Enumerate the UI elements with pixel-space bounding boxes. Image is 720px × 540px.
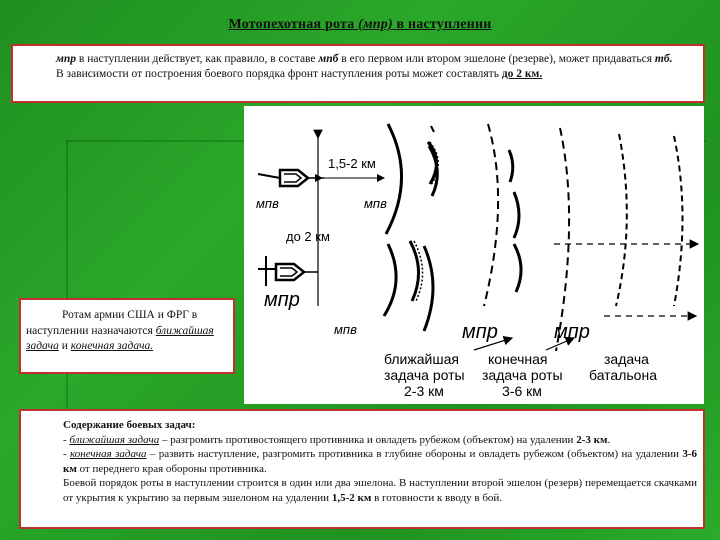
- intro-text: в наступлении действует, как правило, в составе: [76, 53, 319, 65]
- page-title: [0, 17, 720, 33]
- intro-box: [11, 44, 705, 103]
- line-battalion-task: [616, 134, 627, 306]
- task-text: – разгромить противостоящего противника и овладеть рубежом (объектом) на удалении: [159, 433, 577, 446]
- task-2-distance: 3-6 км: [63, 448, 698, 475]
- line-nearest-task: [484, 124, 498, 306]
- task-1-distance: 2-3 км: [576, 433, 608, 446]
- task-text: -: [63, 433, 70, 446]
- line-final-task: [556, 128, 569, 351]
- intro-abbr-mpr: мпр: [56, 53, 77, 65]
- note-text: и: [58, 340, 71, 352]
- battalion-task-label: задача батальона: [589, 351, 657, 383]
- diagram-svg: [244, 106, 704, 404]
- vehicle-icon-bottom: [258, 256, 318, 286]
- task-text: Боевой порядок роты в наступлении строится в один или два эшелона. В наступлении второй эшелон (резерв) перемещается скачками от укрытия к укрытию за первым эшелоном на удалении: [63, 477, 697, 504]
- task-2: [27, 447, 697, 476]
- mpr-label-left: мпр: [264, 289, 300, 311]
- task-text: – развить наступление, разгромить противника в глубине обороны и овладеть рубежом (объектом) на удалении: [146, 448, 683, 460]
- task-text: -: [63, 448, 71, 460]
- intro-text: в его первом или втором эшелоне (резерве), может придаваться: [338, 53, 655, 65]
- title-prefix: Мотопехотная рота: [228, 17, 359, 32]
- intro-text: В зависимости от построения боевого порядка фронт наступления роты может составлять: [56, 68, 502, 80]
- nearest-task-label: ближайшая задача роты 2-3 км: [384, 351, 465, 399]
- note-final-task: конечная задача.: [70, 340, 154, 352]
- note-nearest-task: ближайшая задача: [26, 324, 214, 352]
- tasks-box: [19, 409, 705, 529]
- mpv-label-3: мпв: [334, 322, 357, 337]
- final-task-label: конечная задача роты 3-6 км: [482, 351, 563, 399]
- intro-abbr-mpb: мпб: [318, 53, 339, 65]
- mpr-label-right: мпр: [554, 321, 590, 343]
- intro-paragraph-2: [20, 67, 696, 82]
- task-text: в готовности к вводу в бой.: [371, 491, 503, 504]
- title-suffix: в наступлении: [392, 17, 492, 32]
- vehicle-icon-top: [258, 170, 324, 186]
- mpr-label-middle: мпр: [462, 321, 498, 343]
- distance-label-middle: до 2 км: [286, 229, 330, 244]
- intro-abbr-tb: тб.: [654, 53, 673, 65]
- battle-order-diagram: [244, 106, 704, 404]
- mpv-label-2: мпв: [364, 196, 387, 211]
- task-text: .: [607, 433, 611, 446]
- distance-label-top: 1,5-2 км: [328, 156, 376, 171]
- task-2-term: конечная задача: [70, 448, 147, 460]
- note-box: [19, 298, 235, 374]
- deployment-line-2: [384, 244, 396, 316]
- line-mpv-3: [424, 246, 433, 331]
- tasks-heading: Содержание боевых задач:: [63, 419, 196, 431]
- title-abbr: (мпр): [358, 17, 393, 32]
- task-1-term: ближайшая задача: [69, 433, 160, 446]
- task-1: [27, 433, 697, 448]
- second-echelon-distance: 1,5-2 км: [331, 491, 372, 504]
- line-far-boundary: [674, 136, 683, 306]
- mpv-label-1: мпв: [256, 196, 279, 211]
- tasks-paragraph-3: [27, 476, 697, 505]
- deployment-line-1: [386, 124, 402, 234]
- intro-front-width: до 2 км.: [501, 68, 543, 80]
- defense-position-2: [410, 241, 423, 301]
- intro-paragraph-1: [20, 52, 696, 67]
- task-text: от переднего края обороны противника.: [76, 462, 267, 475]
- note-text: Ротам армии США и ФРГ в наступлении назначаются: [26, 309, 198, 337]
